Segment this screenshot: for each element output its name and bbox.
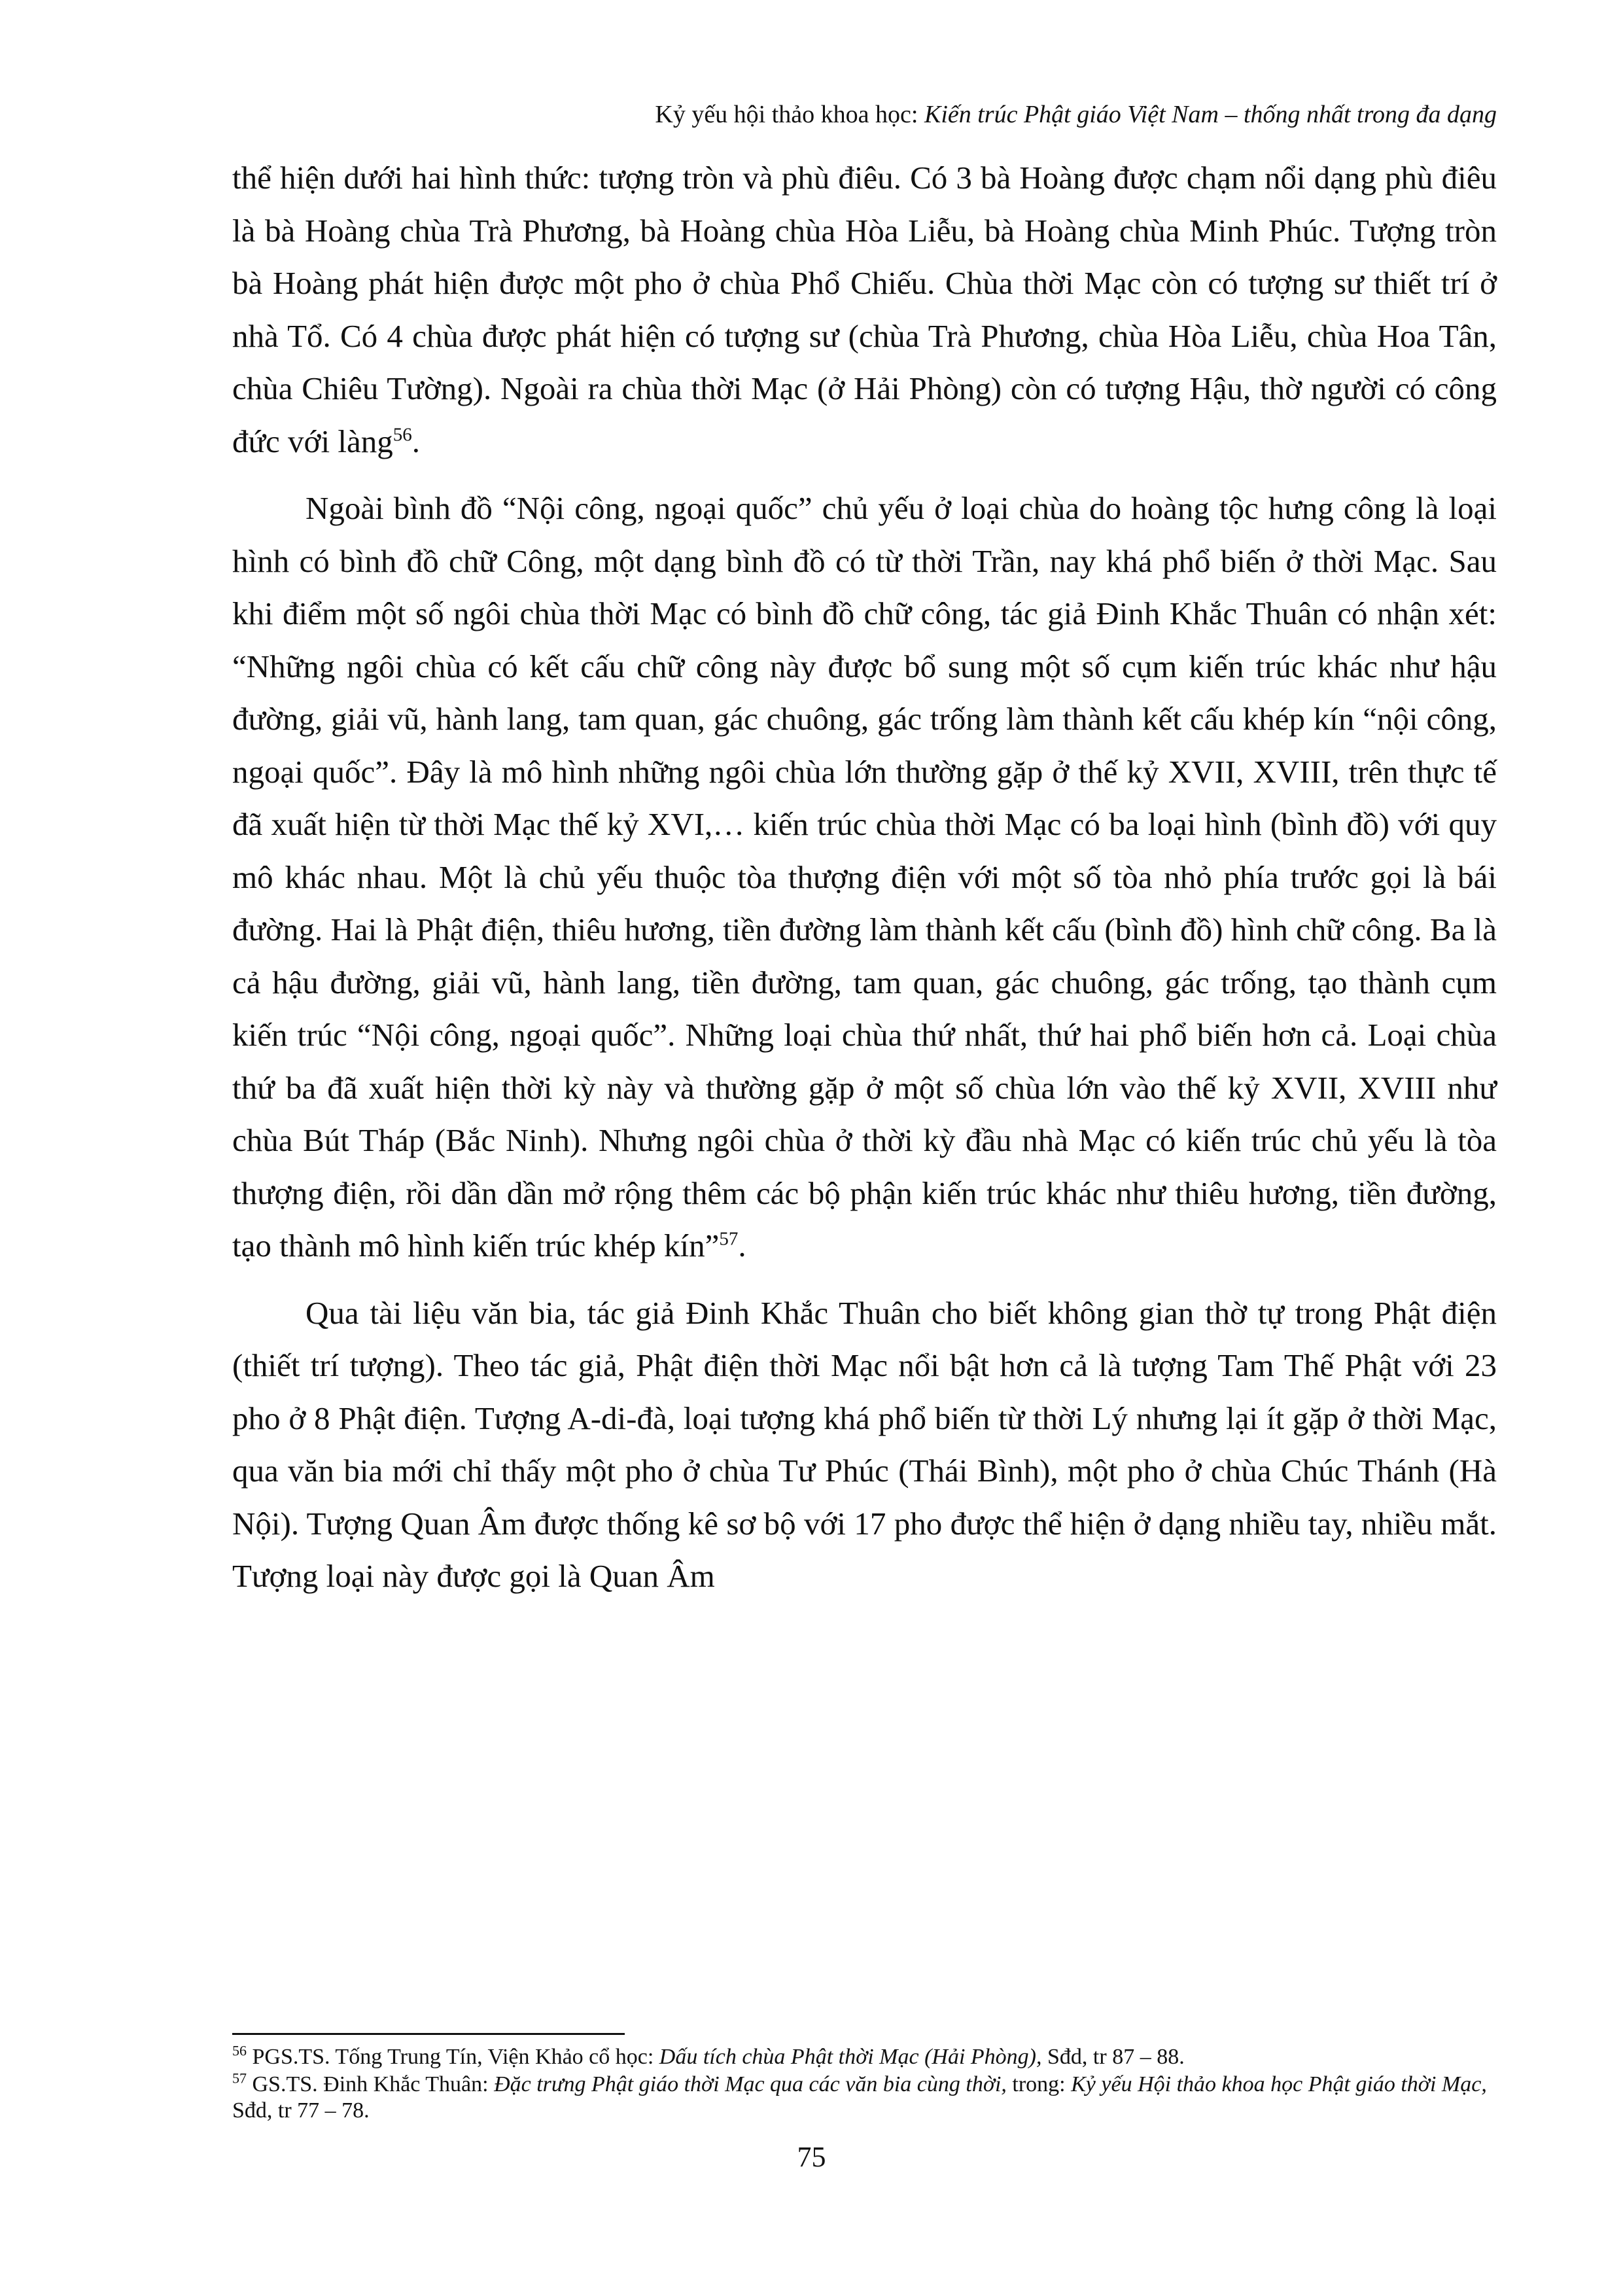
footnote-number: 57 [232,2070,247,2087]
footnote-ref[interactable]: 57 [719,1228,739,1250]
footnote-text: Sđd, tr 87 – 88. [1041,2045,1185,2069]
footnote [232,2044,1497,2070]
paragraph-tail: . [738,1227,746,1263]
footnote-title: Kỷ yếu Hội thảo khoa học Phật giáo thời Mạc, [1071,2072,1487,2096]
footnotes [232,2044,1497,2125]
footnote-text: GS.TS. Đinh Khắc Thuân: [247,2072,495,2096]
footnote-separator [232,2033,625,2035]
paragraph-text: Qua tài liệu văn bia, tác giả Đinh Khắc Thuân cho biết không gian thờ tự trong Phật điện (thiết trí tượng). Theo tác giả, Phật điện thời Mạc nổi bật hơn cả là tượng Tam Thế Phật với 23 pho ở 8 Phật điện. Tượng A-di-đà, loại tượng khá phổ biến từ thời Lý nhưng lại ít gặp ở thời Mạc, qua văn bia mới chỉ thấy một pho ở chùa Tư Phúc (Thái Bình), một pho ở chùa Chúc Thánh (Hà Nội). Tượng Quan Âm được thống kê sơ bộ với 17 pho được thể hiện ở dạng nhiều tay, nhiều mắt. Tượng loại này được gọi là Quan Âm [232,1294,1497,1594]
footnote-text: trong: [1006,2072,1072,2096]
footnote [232,2072,1497,2124]
paragraph [232,1287,1497,1603]
header-title: Kiến trúc Phật giáo Việt Nam – thống nhất trong đa dạng [924,101,1497,128]
footnote-text: Sđd, tr 77 – 78. [232,2098,370,2123]
paragraph-tail: . [411,423,420,459]
page-number: 75 [797,2141,826,2173]
body-text [232,152,1497,1617]
footnote-title: Đặc trưng Phật giáo thời Mạc qua các văn bia cùng thời, [494,2072,1007,2096]
paragraph-text: Ngoài bình đồ “Nội công, ngoại quốc” chủ yếu ở loại chùa do hoàng tộc hưng công là loại hình có bình đồ chữ Công, một dạng bình đồ có từ thời Trần, nay khá phổ biến ở thời Mạc. Sau khi điểm một số ngôi chùa thời Mạc có bình đồ chữ công, tác giả Đinh Khắc Thuân có nhận xét: “Những ngôi chùa có kết cấu chữ công này được bổ sung một số cụm kiến trúc khác như hậu đường, giải vũ, hành lang, tam quan, gác chuông, gác trống làm thành kết cấu khép kín “nội công, ngoại quốc”. Đây là mô hình những ngôi chùa lớn thường gặp ở thế kỷ XVII, XVIII, trên thực tế đã xuất hiện từ thời Mạc thế kỷ XVI,… kiến trúc chùa thời Mạc có ba loại hình (bình đồ) với quy mô khác nhau. Một là chủ yếu thuộc tòa thượng điện với một số tòa nhỏ phía trước gọi là bái đường. Hai là Phật điện, thiêu hương, tiền đường làm thành kết cấu (bình đồ) hình chữ công. Ba là cả hậu đường, giải vũ, hành lang, tiền đường, tam quan, gác chuông, gác trống, tạo thành cụm kiến trúc “Nội công, ngoại quốc”. Những loại chùa thứ nhất, thứ hai phổ biến hơn cả. Loại chùa thứ ba đã xuất hiện thời kỳ này và thường gặp ở một số chùa lớn vào thế kỷ XVII, XVIII như chùa Bút Tháp (Bắc Ninh). Nhưng ngôi chùa ở thời kỳ đầu nhà Mạc có kiến trúc chủ yếu là tòa thượng điện, rồi dần dần mở rộng thêm các bộ phận kiến trúc khác như thiêu hương, tiền đường, tạo thành mô hình kiến trúc khép kín” [232,490,1497,1263]
paragraph [232,482,1497,1273]
paragraph-text: thể hiện dưới hai hình thức: tượng tròn và phù điêu. Có 3 bà Hoàng được chạm nổi dạng phù điêu là bà Hoàng chùa Trà Phương, bà Hoàng chùa Hòa Liễu, bà Hoàng chùa Minh Phúc. Tượng tròn bà Hoàng phát hiện được một pho ở chùa Phổ Chiếu. Chùa thời Mạc còn có tượng sư thiết trí ở nhà Tổ. Có 4 chùa được phát hiện có tượng sư (chùa Trà Phương, chùa Hòa Liễu, chùa Hoa Tân, chùa Chiêu Tường). Ngoài ra chùa thời Mạc (ở Hải Phòng) còn có tượng Hậu, thờ người có công đức với làng [232,160,1497,459]
footnote-text: PGS.TS. Tống Trung Tín, Viện Khảo cổ học: [247,2045,659,2069]
footnote-number: 56 [232,2042,247,2059]
footnote-ref[interactable]: 56 [393,424,412,446]
footnote-title: Dấu tích chùa Phật thời Mạc (Hải Phòng), [659,2045,1042,2069]
header-prefix: Kỷ yếu hội thảo khoa học: [655,101,924,128]
paragraph [232,152,1497,468]
running-header [232,98,1497,131]
